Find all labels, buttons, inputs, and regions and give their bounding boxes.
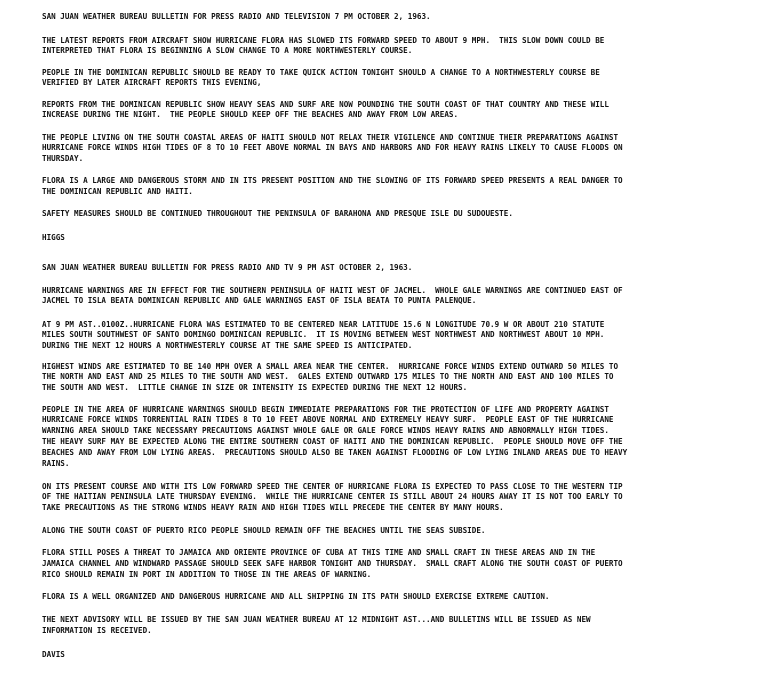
bulletin-2-p4-line3: WARNING AREA SHOULD TAKE NECESSARY PRECAUTIONS AGAINST WHOLE GALE OR GALE FORCE WINDS HEAVY RAINS AND ABNORMALLY HIGH TIDES.: [42, 426, 609, 435]
bulletin-2-p7-line1: FLORA STILL POSES A THREAT TO JAMAICA AND ORIENTE PROVINCE OF CUBA AT THIS TIME AND SMALL CRAFT IN THESE AREAS AND IN THE: [42, 548, 596, 557]
bulletin-2-p3-line1: HIGHEST WINDS ARE ESTIMATED TO BE 140 MPH OVER A SMALL AREA NEAR THE CENTER. HURRICANE FORCE WINDS EXTEND OUTWARD 50 MILES TO: [42, 362, 619, 371]
bulletin-1-p4-line2: HURRICANE FORCE WINDS HIGH TIDES OF 8 TO 10 FEET ABOVE NORMAL IN BAYS AND HARBORS AND FOR HEAVY RAINS LIKELY TO CAUSE FLOODS ON: [42, 143, 623, 152]
bulletin-1-p4-line3: THURSDAY.: [42, 154, 84, 163]
bulletin-1-p4-line1: THE PEOPLE LIVING ON THE SOUTH COASTAL AREAS OF HAITI SHOULD NOT RELAX THEIR VIGILENCE AND CONTINUE THEIR PREPARATIONS AGAINST: [42, 133, 619, 142]
bulletin-2-p4-line4: THE HEAVY SURF MAY BE EXPECTED ALONG THE ENTIRE SOUTHERN COAST OF HAITI AND THE DOMINICAN REPUBLIC. PEOPLE SHOULD MOVE OFF THE: [42, 437, 623, 446]
bulletin-2-p9-line2: INFORMATION IS RECEIVED.: [42, 626, 152, 635]
bulletin-1-p2-line1: PEOPLE IN THE DOMINICAN REPUBLIC SHOULD BE READY TO TAKE QUICK ACTION TONIGHT SHOULD A CHANGE TO A NORTHWESTERLY COURSE BE: [42, 68, 600, 77]
bulletin-2-p1-line1: HURRICANE WARNINGS ARE IN EFFECT FOR THE SOUTHERN PENINSULA OF HAITI WEST OF JACMEL. WHOLE GALE WARNINGS ARE CONTINUED EAST OF: [42, 286, 623, 295]
bulletin-2-p1-line2: JACMEL TO ISLA BEATA DOMINICAN REPUBLIC AND GALE WARNINGS EAST OF ISLA BEATA TO PUNTA PALENQUE.: [42, 296, 477, 305]
bulletin-2-p7-line3: RICO SHOULD REMAIN IN PORT IN ADDITION TO THOSE IN THE AREAS OF WARNING.: [42, 570, 372, 579]
bulletin-1-p1-line1: THE LATEST REPORTS FROM AIRCRAFT SHOW HURRICANE FLORA HAS SLOWED ITS FORWARD SPEED TO ABOUT 9 MPH. THIS SLOW DOWN COULD BE: [42, 36, 605, 45]
bulletin-1-p3-line1: REPORTS FROM THE DOMINICAN REPUBLIC SHOW HEAVY SEAS AND SURF ARE NOW POUNDING THE SOUTH COAST OF THAT COUNTRY AND THESE WILL: [42, 100, 609, 109]
bulletin-2-p5-line2: OF THE HAITIAN PENINSULA LATE THURSDAY EVENING. WHILE THE HURRICANE CENTER IS STILL ABOUT 24 HOURS AWAY IT IS NOT TOO EARLY TO: [42, 492, 623, 501]
bulletin-1-header: SAN JUAN WEATHER BUREAU BULLETIN FOR PRESS RADIO AND TELEVISION 7 PM OCTOBER 2, 1963.: [42, 12, 431, 21]
bulletin-2-p2-line2: MILES SOUTH SOUTHWEST OF SANTO DOMINGO DOMINICAN REPUBLIC. IT IS MOVING BETWEEN WEST NORTHWEST AND NORTHWEST ABOUT 10 MPH.: [42, 330, 605, 339]
bulletin-2-p4-line5: BEACHES AND AWAY FROM LOW LYING AREAS. PRECAUTIONS SHOULD ALSO BE TAKEN AGAINST FLOODING OF LOW LYING INLAND AREAS DUE TO HEAVY: [42, 448, 628, 457]
bulletin-2-p4-line1: PEOPLE IN THE AREA OF HURRICANE WARNINGS SHOULD BEGIN IMMEDIATE PREPARATIONS FOR THE PROTECTION OF LIFE AND PROPERTY AGAINST: [42, 405, 609, 414]
bulletin-2-signature: DAVIS: [42, 650, 65, 659]
bulletin-2-p2-line3: DURING THE NEXT 12 HOURS A NORTHWESTERLY COURSE AT THE SAME SPEED IS ANTICIPATED.: [42, 341, 413, 350]
bulletin-2-p3-line3: THE SOUTH AND WEST. LITTLE CHANGE IN SIZE OR INTENSITY IS EXPECTED DURING THE NEXT 12 HOURS.: [42, 383, 468, 392]
bulletin-2-p5-line3: TAKE PRECAUTIONS AS THE STRONG WINDS HEAVY RAIN AND HIGH TIDES WILL PRECEDE THE CENTER BY MANY HOURS.: [42, 503, 504, 512]
bulletin-1-p5-line1: FLORA IS A LARGE AND DANGEROUS STORM AND IN ITS PRESENT POSITION AND THE SLOWING OF ITS FORWARD SPEED PRESENTS A REAL DANGER TO: [42, 176, 623, 185]
bulletin-2-p3-line2: THE NORTH AND EAST AND 25 MILES TO THE SOUTH AND WEST. GALES EXTEND OUTWARD 175 MILES TO THE NORTH AND EAST AND 100 MILES TO: [42, 372, 614, 381]
bulletin-1-p3-line2: INCREASE DURING THE NIGHT. THE PEOPLE SHOULD KEEP OFF THE BEACHES AND AWAY FROM LOW AREAS.: [42, 110, 459, 119]
bulletin-1-signature: HIGGS: [42, 233, 65, 242]
bulletin-1-p2-line2: VERIFIED BY LATER AIRCRAFT REPORTS THIS EVENING,: [42, 78, 262, 87]
bulletin-2-header: SAN JUAN WEATHER BUREAU BULLETIN FOR PRESS RADIO AND TV 9 PM AST OCTOBER 2, 1963.: [42, 263, 413, 272]
bulletin-1-p1-line2: INTERPRETED THAT FLORA IS BEGINNING A SLOW CHANGE TO A MORE NORTHWESTERLY COURSE.: [42, 46, 413, 55]
bulletin-2-p4-line6: RAINS.: [42, 459, 70, 468]
bulletin-1-p6-line1: SAFETY MEASURES SHOULD BE CONTINUED THROUGHOUT THE PENINSULA OF BARAHONA AND PRESQUE ISLE DU SUDOUESTE.: [42, 209, 513, 218]
bulletin-1-p5-line2: THE DOMINICAN REPUBLIC AND HAITI.: [42, 187, 193, 196]
bulletin-2-p8-line1: FLORA IS A WELL ORGANIZED AND DANGEROUS HURRICANE AND ALL SHIPPING IN ITS PATH SHOULD EXERCISE EXTREME CAUTION.: [42, 592, 550, 601]
bulletin-2-p6-line1: ALONG THE SOUTH COAST OF PUERTO RICO PEOPLE SHOULD REMAIN OFF THE BEACHES UNTIL THE SEAS SUBSIDE.: [42, 526, 486, 535]
bulletin-2-p5-line1: ON ITS PRESENT COURSE AND WITH ITS LOW FORWARD SPEED THE CENTER OF HURRICANE FLORA IS EXPECTED TO PASS CLOSE TO THE WESTERN TIP: [42, 482, 623, 491]
bulletin-2-p2-line1: AT 9 PM AST..0100Z..HURRICANE FLORA WAS ESTIMATED TO BE CENTERED NEAR LATITUDE 15.6 N LONGITUDE 70.9 W OR ABOUT 210 STATUTE: [42, 320, 605, 329]
bulletin-2-p4-line2: HURRICANE FORCE WINDS TORRENTIAL RAIN TIDES 8 TO 10 FEET ABOVE NORMAL AND EXTREMELY HEAVY SURF. PEOPLE EAST OF THE HURRICANE: [42, 415, 614, 424]
bulletin-2-p9-line1: THE NEXT ADVISORY WILL BE ISSUED BY THE SAN JUAN WEATHER BUREAU AT 12 MIDNIGHT AST...AND BULLETINS WILL BE ISSUED AS NEW: [42, 615, 591, 624]
bulletin-2-p7-line2: JAMAICA CHANNEL AND WINDWARD PASSAGE SHOULD SEEK SAFE HARBOR TONIGHT AND THURSDAY. SMALL CRAFT ALONG THE SOUTH COAST OF PUERTO: [42, 559, 623, 568]
